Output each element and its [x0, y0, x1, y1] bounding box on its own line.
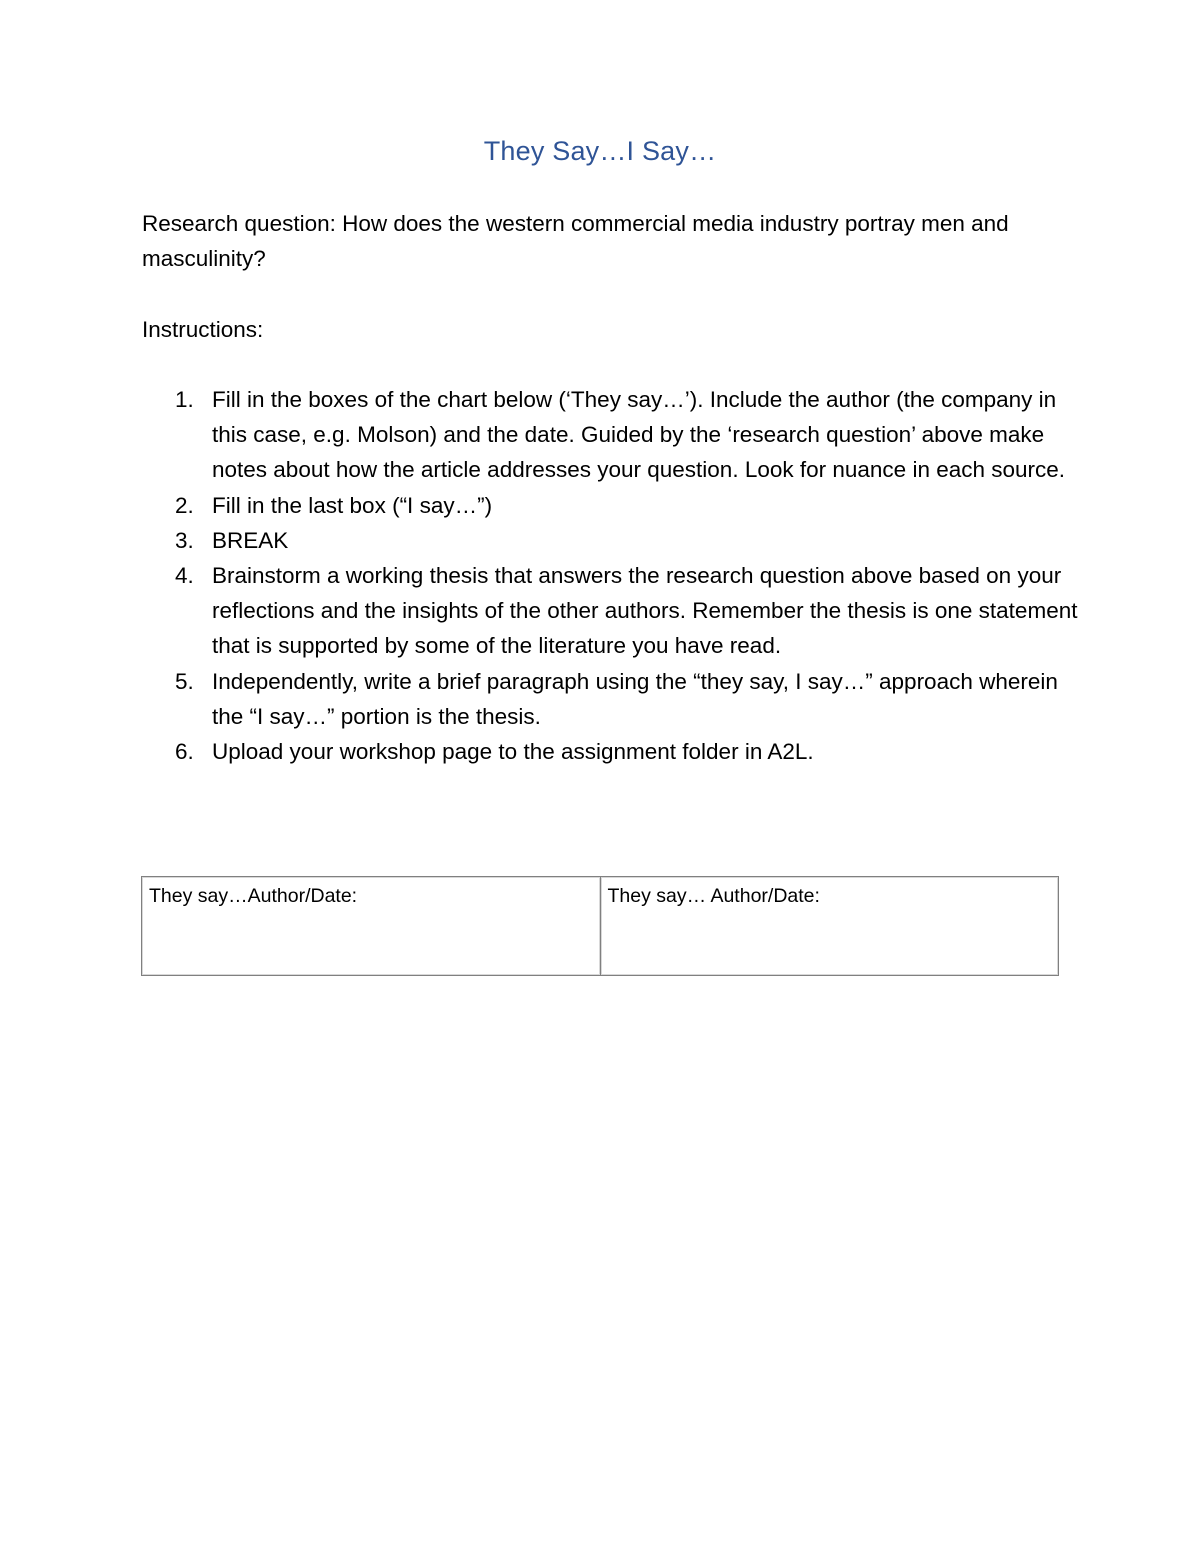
document-title: They Say…I Say…: [483, 136, 717, 166]
instruction-step: [142, 382, 1082, 488]
step-text: Independently, write a brief paragraph using the “they say, I say…” approach wherein the “I say…” portion is the thesis.: [212, 668, 1058, 729]
step-text: Upload your workshop page to the assignment folder in A2L.: [212, 739, 814, 765]
step-text: Brainstorm a working thesis that answers the research question above based on your reflections and the insights of the other authors. Remember the thesis is one statement that is supported by some of the literature you have read.: [212, 563, 1078, 659]
instructions-list: [142, 382, 1082, 769]
step-number: 6.: [175, 739, 194, 765]
table-row: [142, 877, 1059, 976]
instruction-step: [142, 558, 1082, 664]
step-text: Fill in the boxes of the chart below (‘They say…’). Include the author (the company in this case, e.g. Molson) and the date. Guided by the ‘research question’ above make notes about how the article addresses your question. Look for nuance in each source.: [212, 387, 1066, 483]
instruction-step: [142, 523, 1082, 558]
step-number: 3.: [175, 527, 194, 553]
table-cell-they-say-2[interactable]: They say… Author/Date:: [600, 877, 1059, 976]
instruction-step: [142, 664, 1082, 734]
step-text: BREAK: [212, 527, 289, 553]
table-cell-they-say-1[interactable]: They say…Author/Date:: [142, 877, 601, 976]
step-number: 2.: [175, 492, 194, 518]
step-number: 5.: [175, 668, 194, 694]
step-number: 1.: [175, 387, 194, 412]
research-question: Research question: How does the western commercial media industry portray men and masculinity?: [142, 211, 1009, 271]
step-text: Fill in the last box (“I say…”): [212, 492, 493, 518]
they-say-table: [141, 876, 1059, 976]
instruction-step: [142, 734, 1082, 769]
instruction-step: [142, 488, 1082, 523]
step-number: 4.: [175, 563, 194, 589]
instructions-heading: Instructions:: [142, 317, 264, 342]
